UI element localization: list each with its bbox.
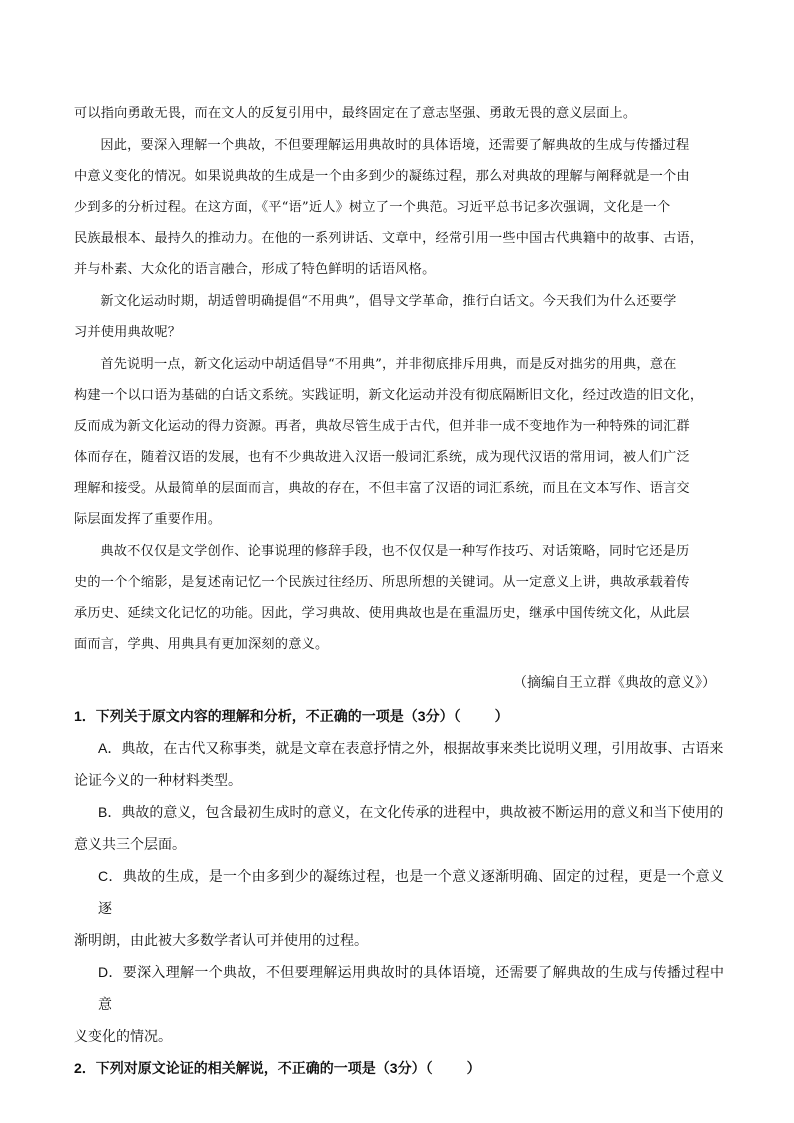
passage-line: 可以指向勇敢无畏，而在文人的反复引用中，最终固定在了意志坚强、勇敢无畏的意义层面上。	[74, 106, 637, 121]
passage-paragraph	[74, 349, 724, 535]
passage-line: 际层面发挥了重要作用。	[74, 512, 222, 527]
option-d[interactable]: D．要深入理解一个典故，不但要理解运用典故时的具体语境，还需要了解典故的生成与传播过程中意 义变化的情况。	[74, 964, 724, 1044]
question-list	[74, 700, 724, 1084]
passage-paragraph	[74, 536, 724, 660]
passage-line: 面而言，学典、用典具有更加深刻的意义。	[74, 637, 329, 652]
passage-line: 中意义变化的情况。如果说典故的生成是一个由多到少的凝练过程，那么对典故的理解与阐释就是一个由	[74, 169, 690, 184]
passage-line: 少到多的分析过程。在这方面，《平“语”近人》树立了一个典范。习近平总书记多次强调，文化是一个	[74, 200, 671, 215]
passage-paragraph	[74, 286, 724, 348]
passage-line: 新文化运动时期，胡适曾明确提倡“不用典”，倡导文学革命，推行白话文。今天我们为什么还要学	[100, 294, 677, 309]
passage-line: 首先说明一点，新文化运动中胡适倡导“不用典”，并非彻底排斥用典，而是反对拙劣的用典，意在	[100, 357, 677, 372]
passage-source: （摘编自王立群《典故的意义》）	[513, 674, 716, 690]
passage-line: 承历史、延续文化记忆的功能。因此，学习典故、使用典故也是在重温历史，继承中国传统文化，从此层	[74, 606, 690, 621]
question-stem: 2．下列对原文论证的相关解说，不正确的一项是（3分）（ ）	[74, 1060, 481, 1076]
passage-line: 理解和接受。从最简单的层面而言，典故的存在，不但丰富了汉语的词汇系统，而且在文本写作、语言交	[74, 481, 690, 496]
option-a[interactable]: A．典故，在古代又称事类，就是文章在表意抒情之外，根据故事来类比说明义理，引用故事、古语来 论证今义的一种材料类型。	[74, 740, 724, 788]
passage-line: 习并使用典故呢？	[74, 325, 182, 340]
passage-paragraph	[74, 98, 724, 129]
question-stem: 1．下列关于原文内容的理解和分析，不正确的一项是（3分）（ ）	[74, 708, 509, 724]
passage-line: 典故不仅仅是文学创作、论事说理的修辞手段，也不仅仅是一种写作技巧、对话策略，同时它还是历	[100, 544, 690, 559]
passage-paragraph	[74, 130, 724, 285]
option-c[interactable]: C．典故的生成，是一个由多到少的凝练过程，也是一个意义逐渐明确、固定的过程，更是一个意义逐 渐明朗，由此被大多数学者认可并使用的过程。	[74, 868, 724, 948]
passage-line: 体而存在，随着汉语的发展，也有不少典故进入汉语一般词汇系统，成为现代汉语的常用词，被人们广泛	[74, 450, 690, 465]
reading-passage	[74, 98, 724, 661]
passage-line: 反而成为新文化运动的得力资源。再者，典故尽管生成于古代，但并非一成不变地作为一种特殊的词汇群	[74, 419, 690, 434]
passage-line: 并与朴素、大众化的语言融合，形成了特色鲜明的话语风格。	[74, 262, 436, 277]
passage-line: 史的一个个缩影，是复述南记忆一个民族过往经历、所思所想的关键词。从一定意义上讲，典故承载着传	[74, 575, 690, 590]
option-b[interactable]: B．典故的意义，包含最初生成时的意义，在文化传承的进程中，典故被不断运用的意义和当下使用的 意义共三个层面。	[74, 804, 724, 852]
passage-line: 民族最根本、最持久的推动力。在他的一系列讲话、文章中，经常引用一些中国古代典籍中的故事、古语，	[74, 231, 704, 246]
passage-line: 构建一个以口语为基础的白话文系统。实践证明，新文化运动并没有彻底隔断旧文化，经过改造的旧文化，	[74, 388, 704, 403]
passage-line: 因此，要深入理解一个典故，不但要理解运用典故时的具体语境，还需要了解典故的生成与传播过程	[100, 138, 690, 153]
